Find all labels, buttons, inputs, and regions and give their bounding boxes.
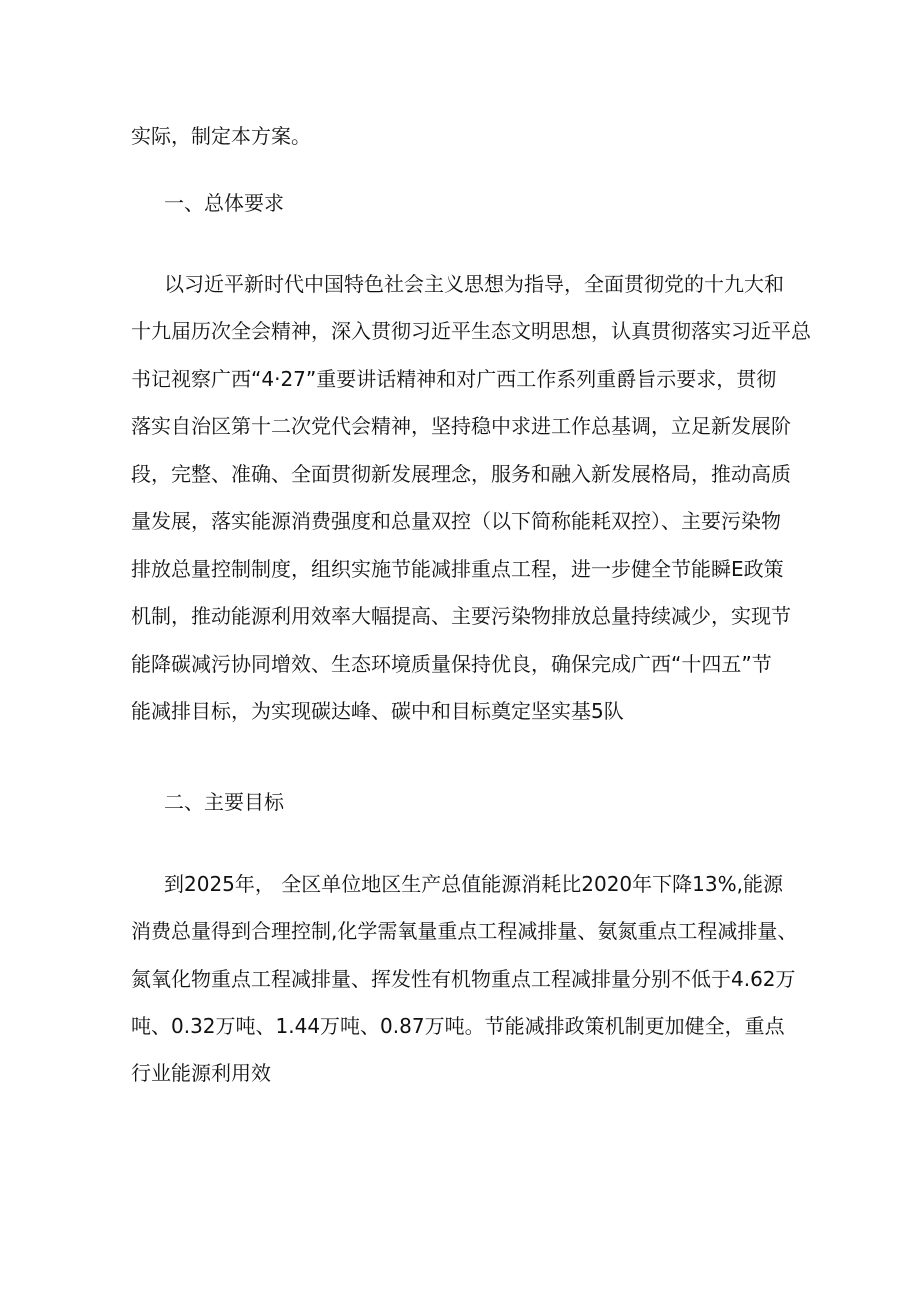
section-2-heading: 二、主要目标 — [164, 790, 284, 814]
section-1-line: 落实自治区第十二次党代会精神，坚持稳中求进工作总基调，立足新发展阶 — [131, 414, 791, 438]
section-1-heading: 一、总体要求 — [164, 191, 284, 215]
section-2-line: 行业能源利用效 — [131, 1061, 271, 1085]
section-1-line: 量发展，落实能源消费强度和总量双控（以下简称能耗双控）、主要污染物 — [131, 509, 781, 533]
section-2-line: 到2025年， 全区单位地区生产总值能源消耗比2020年下降13%,能源 — [164, 872, 783, 896]
section-1-line: 排放总量控制制度，组织实施节能减排重点工程，进一步健全节能瞬E政策 — [131, 557, 784, 581]
section-2-line: 氮氧化物重点工程减排量、挥发性有机物重点工程减排量分别不低于4.62万 — [131, 967, 796, 991]
section-1-line: 以习近平新时代中国特色社会主义思想为指导，全面贯彻党的十九大和 — [164, 272, 784, 296]
section-2-line: 消费总量得到合理控制,化学需氧量重点工程减排量、氨氮重点工程减排量、 — [131, 919, 798, 943]
section-2-line: 吨、0.32万吨、1.44万吨、0.87万吨。节能减排政策机制更加健全，重点 — [131, 1014, 785, 1038]
intro-tail-line: 实际，制定本方案。 — [131, 124, 311, 148]
section-1-line: 能减排目标，为实现碳达峰、碳中和目标奠定坚实基5队 — [131, 699, 624, 723]
section-1-line: 十九届历次全会精神，深入贯彻习近平生态文明思想，认真贯彻落实习近平总 — [131, 319, 811, 343]
section-1-line: 机制，推动能源利用效率大幅提高、主要污染物排放总量持续减少，实现节 — [131, 604, 791, 628]
section-1-line: 书记视察广西“4·27”重要讲话精神和对广西工作系列重爵旨示要求，贯彻 — [131, 367, 777, 391]
section-1-line: 能降碳减污协同增效、生态环境质量保持优良，确保完成广西“十四五”节 — [131, 652, 772, 676]
section-1-line: 段，完整、准确、全面贯彻新发展理念，服务和融入新发展格局，推动高质 — [131, 462, 791, 486]
